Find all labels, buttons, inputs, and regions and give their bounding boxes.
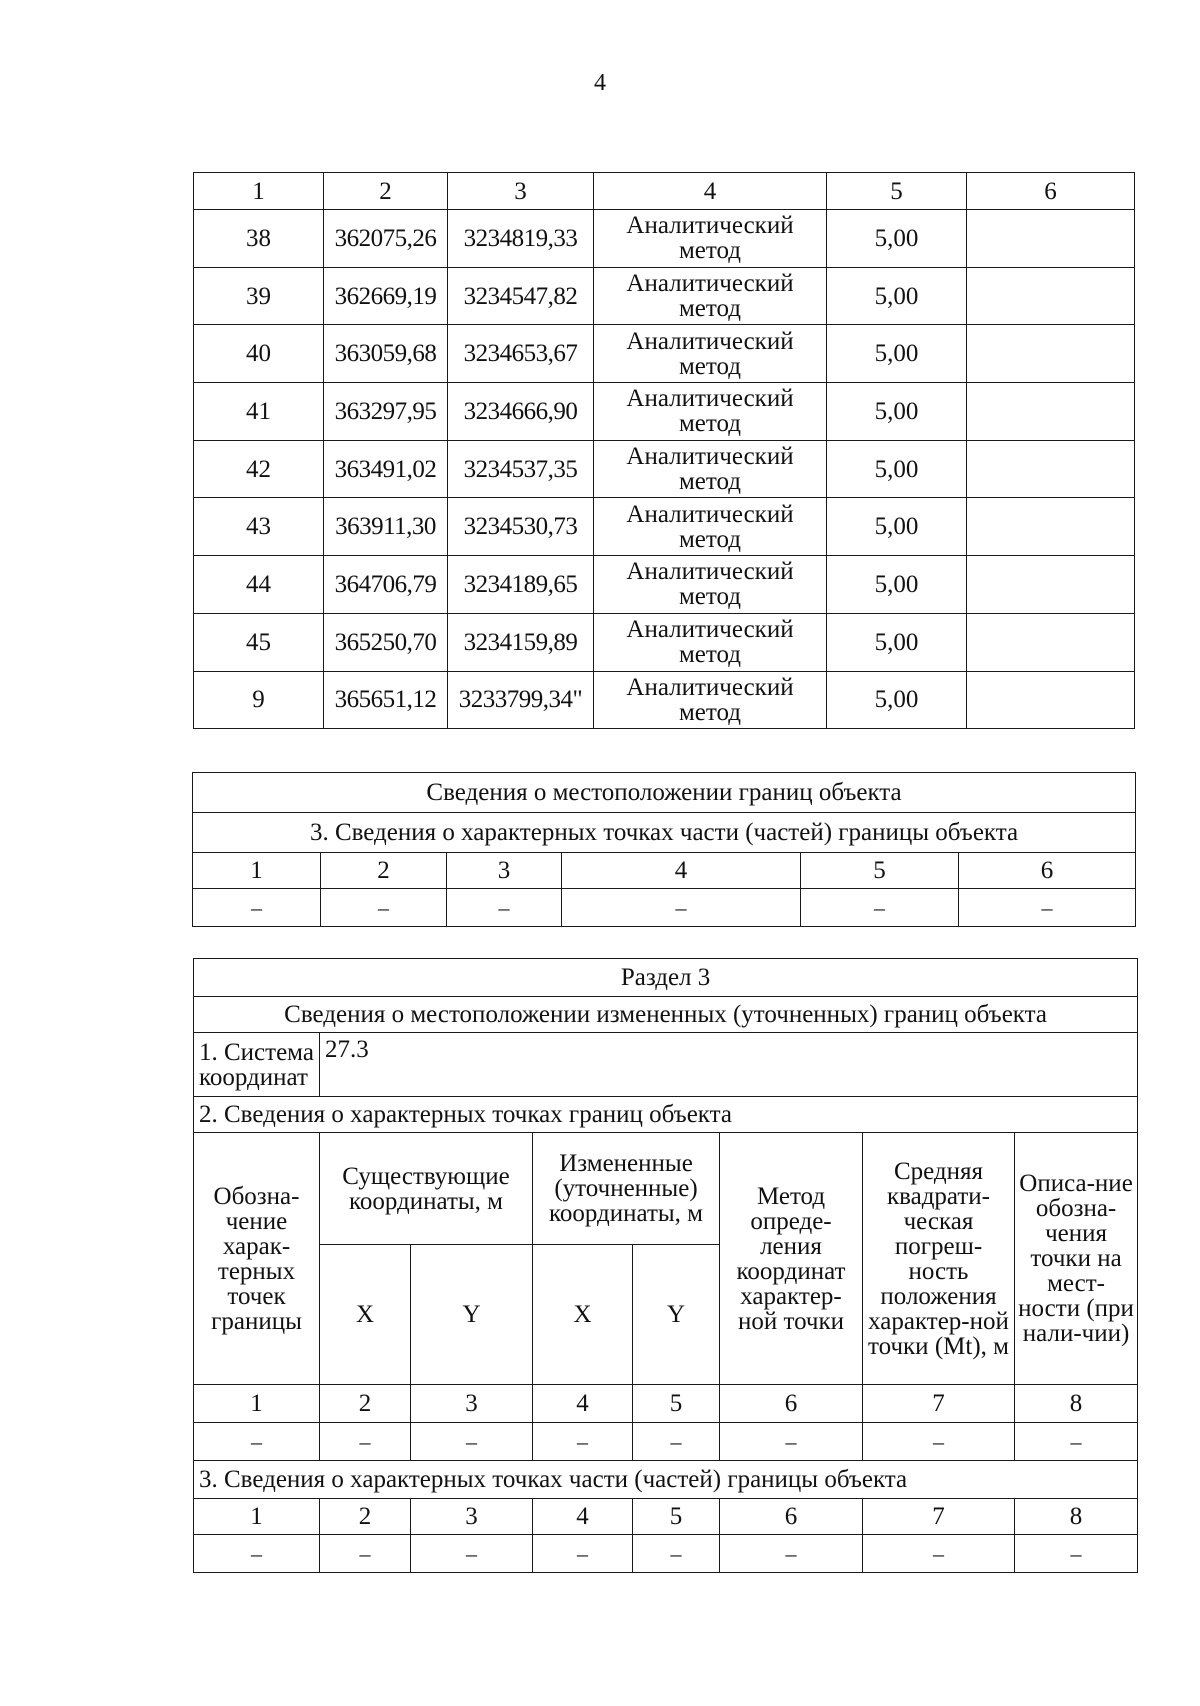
description	[967, 440, 1135, 498]
empty-cell: –	[320, 1423, 411, 1461]
x-coordinate: 364706,79	[324, 556, 448, 614]
column-number: 5	[827, 173, 967, 210]
empty-cell: –	[720, 1535, 863, 1573]
x-coordinate: 365651,12	[324, 671, 448, 729]
accuracy: 5,00	[827, 498, 967, 556]
table-row	[194, 498, 1135, 556]
point-number: 45	[194, 613, 324, 671]
x-coordinate: 362075,26	[324, 210, 448, 268]
empty-row	[193, 889, 1136, 927]
section-title: Раздел 3	[194, 959, 1138, 997]
empty-cell: –	[194, 1535, 320, 1573]
y-coordinate: 3234547,82	[448, 267, 594, 325]
points-section-title: 2. Сведения о характерных точках границ объекта	[194, 1097, 1138, 1133]
section3-table	[193, 958, 1138, 1573]
table-row	[194, 267, 1135, 325]
column-number: 6	[967, 173, 1135, 210]
column-number: 8	[1015, 1385, 1138, 1423]
col-accuracy-header: Средняя квадрати-ческая погреш-ность положения характер-ной точки (Mt), м	[863, 1133, 1015, 1385]
column-number: 6	[720, 1385, 863, 1423]
header-row	[194, 173, 1135, 210]
column-number: 4	[533, 1385, 633, 1423]
empty-cell: –	[320, 1535, 411, 1573]
x-coordinate: 363297,95	[324, 383, 448, 441]
empty-cell: –	[801, 889, 959, 927]
description	[967, 613, 1135, 671]
part-section-title: 3. Сведения о характерных точках части (частей) границы объекта	[194, 1461, 1138, 1499]
y-coordinate: 3234819,33	[448, 210, 594, 268]
accuracy: 5,00	[827, 267, 967, 325]
column-number: 6	[959, 853, 1136, 889]
column-number: 3	[411, 1385, 533, 1423]
description	[967, 325, 1135, 383]
column-number: 3	[448, 173, 594, 210]
col-method-header: Метод опреде-ления координат характер-ной точки	[720, 1133, 863, 1385]
point-number: 40	[194, 325, 324, 383]
empty-cell: –	[321, 889, 447, 927]
accuracy: 5,00	[827, 325, 967, 383]
empty-cell: –	[959, 889, 1136, 927]
column-number: 2	[320, 1385, 411, 1423]
col-existing-coords-header: Существующие координаты, м	[320, 1133, 533, 1245]
column-number: 4	[533, 1499, 633, 1535]
method: Аналитический метод	[594, 325, 827, 383]
column-number: 1	[194, 1499, 320, 1535]
method: Аналитический метод	[594, 671, 827, 729]
col-changed-coords-header: Измененные (уточненные) координаты, м	[533, 1133, 720, 1245]
col-designation-header: Обозна-чение харак-терных точек границы	[194, 1133, 320, 1385]
empty-cell: –	[411, 1423, 533, 1461]
point-number: 9	[194, 671, 324, 729]
empty-cell: –	[447, 889, 562, 927]
boundary-part-subtitle: 3. Сведения о характерных точках части (частей) границы объекта	[193, 813, 1136, 853]
point-number: 39	[194, 267, 324, 325]
boundary-title: Сведения о местоположении границ объекта	[193, 773, 1136, 813]
column-number: 7	[863, 1499, 1015, 1535]
empty-cell: –	[633, 1535, 720, 1573]
point-number: 41	[194, 383, 324, 441]
method: Аналитический метод	[594, 498, 827, 556]
y-header: Y	[411, 1245, 533, 1385]
accuracy: 5,00	[827, 210, 967, 268]
table-row	[194, 613, 1135, 671]
x-header: X	[533, 1245, 633, 1385]
section-subtitle: Сведения о местоположении измененных (уточненных) границ объекта	[194, 997, 1138, 1033]
empty-cell: –	[633, 1423, 720, 1461]
description	[967, 383, 1135, 441]
method: Аналитический метод	[594, 440, 827, 498]
column-number: 3	[447, 853, 562, 889]
col-description-header: Описа-ние обозна-чения точки на мест-ности (при нали-чии)	[1015, 1133, 1138, 1385]
description	[967, 498, 1135, 556]
column-number: 5	[633, 1385, 720, 1423]
accuracy: 5,00	[827, 671, 967, 729]
accuracy: 5,00	[827, 383, 967, 441]
column-number: 1	[193, 853, 321, 889]
description	[967, 671, 1135, 729]
empty-cell: –	[411, 1535, 533, 1573]
table-row	[194, 556, 1135, 614]
y-coordinate: 3234530,73	[448, 498, 594, 556]
column-number: 2	[320, 1499, 411, 1535]
x-coordinate: 363911,30	[324, 498, 448, 556]
column-number: 5	[801, 853, 959, 889]
column-number: 1	[194, 1385, 320, 1423]
column-number: 8	[1015, 1499, 1138, 1535]
description	[967, 556, 1135, 614]
y-coordinate: 3234189,65	[448, 556, 594, 614]
method: Аналитический метод	[594, 613, 827, 671]
point-number: 43	[194, 498, 324, 556]
empty-cell: –	[1015, 1423, 1138, 1461]
point-number: 38	[194, 210, 324, 268]
table-row	[194, 325, 1135, 383]
table-row	[194, 671, 1135, 729]
y-coordinate: 3233799,34"	[448, 671, 594, 729]
column-number: 5	[633, 1499, 720, 1535]
column-number: 3	[411, 1499, 533, 1535]
y-coordinate: 3234653,67	[448, 325, 594, 383]
column-numbers-row	[194, 1499, 1138, 1535]
table-row	[194, 210, 1135, 268]
description	[967, 210, 1135, 268]
empty-row	[194, 1535, 1138, 1573]
description	[967, 267, 1135, 325]
coordinates-table	[193, 172, 1135, 729]
column-number: 6	[720, 1499, 863, 1535]
column-number: 2	[321, 853, 447, 889]
empty-row	[194, 1423, 1138, 1461]
accuracy: 5,00	[827, 440, 967, 498]
empty-cell: –	[1015, 1535, 1138, 1573]
method: Аналитический метод	[594, 383, 827, 441]
empty-cell: –	[720, 1423, 863, 1461]
x-header: X	[320, 1245, 411, 1385]
table-row	[194, 440, 1135, 498]
empty-cell: –	[863, 1423, 1015, 1461]
column-numbers-row	[194, 1385, 1138, 1423]
column-number: 2	[324, 173, 448, 210]
y-header: Y	[633, 1245, 720, 1385]
empty-cell: –	[194, 1423, 320, 1461]
y-coordinate: 3234159,89	[448, 613, 594, 671]
y-coordinate: 3234666,90	[448, 383, 594, 441]
accuracy: 5,00	[827, 613, 967, 671]
empty-cell: –	[533, 1535, 633, 1573]
x-coordinate: 363059,68	[324, 325, 448, 383]
column-number: 7	[863, 1385, 1015, 1423]
method: Аналитический метод	[594, 267, 827, 325]
boundary-part-table	[192, 772, 1136, 927]
column-number: 4	[562, 853, 801, 889]
accuracy: 5,00	[827, 556, 967, 614]
column-number: 1	[194, 173, 324, 210]
method: Аналитический метод	[594, 210, 827, 268]
coord-system-label: 1. Система координат	[194, 1033, 320, 1097]
coord-system-value: 27.3	[320, 1033, 1138, 1097]
empty-cell: –	[533, 1423, 633, 1461]
x-coordinate: 362669,19	[324, 267, 448, 325]
point-number: 42	[194, 440, 324, 498]
column-number: 4	[594, 173, 827, 210]
empty-cell: –	[193, 889, 321, 927]
y-coordinate: 3234537,35	[448, 440, 594, 498]
x-coordinate: 365250,70	[324, 613, 448, 671]
table-row	[194, 383, 1135, 441]
empty-cell: –	[562, 889, 801, 927]
method: Аналитический метод	[594, 556, 827, 614]
page-number: 4	[594, 70, 606, 96]
empty-cell: –	[863, 1535, 1015, 1573]
point-number: 44	[194, 556, 324, 614]
x-coordinate: 363491,02	[324, 440, 448, 498]
